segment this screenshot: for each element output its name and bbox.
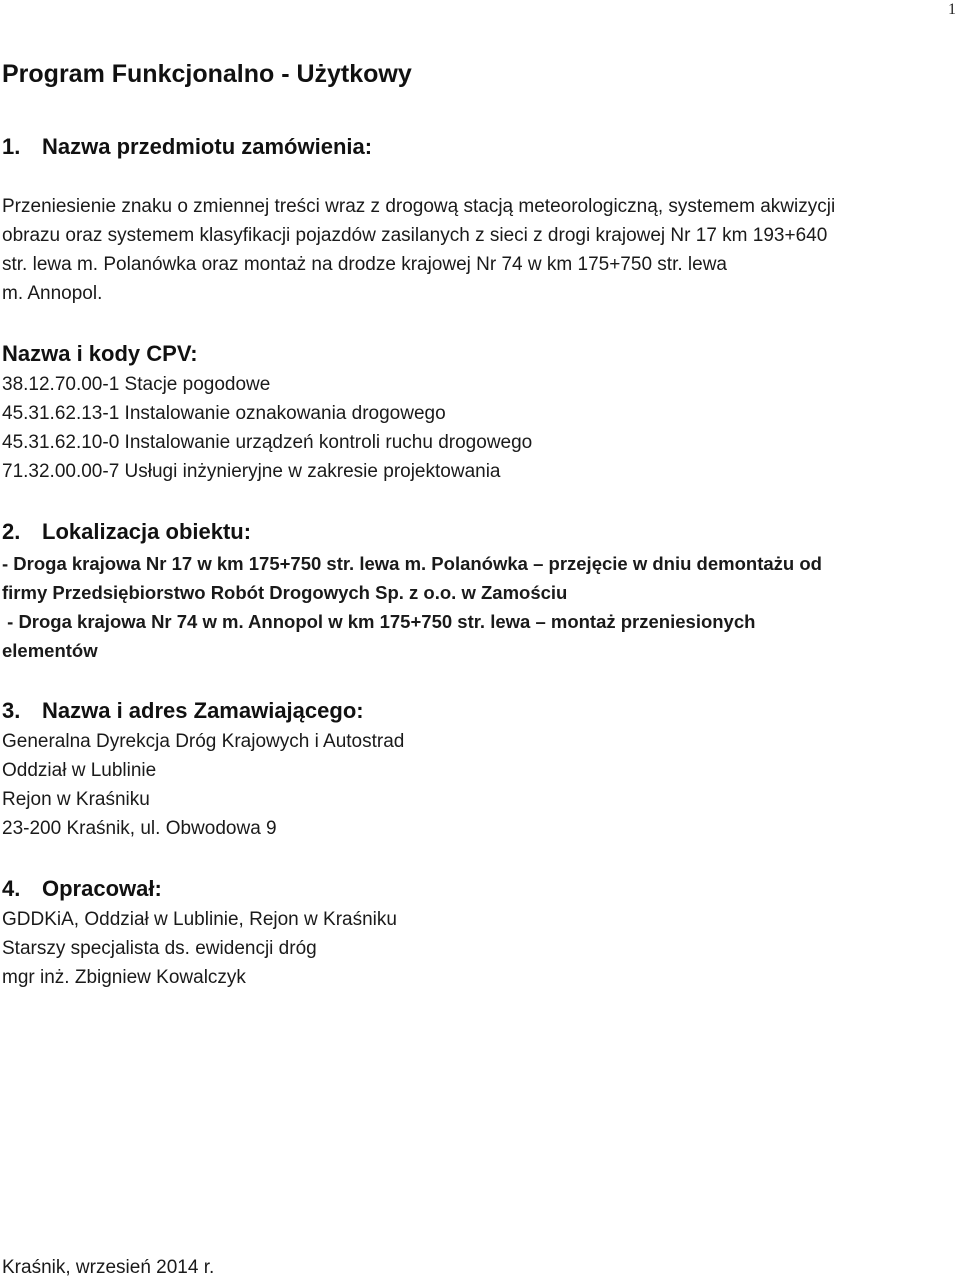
- cpv-item: 45.31.62.13-1 Instalowanie oznakowania drogowego: [2, 403, 446, 424]
- section-1-line: m. Annopol.: [2, 283, 103, 304]
- section-3-number: 3.: [2, 698, 21, 723]
- location-line: elementów: [2, 640, 98, 661]
- section-1-description: [2, 192, 952, 308]
- section-1-heading: [2, 132, 372, 161]
- section-1-line: obrazu oraz systemem klasyfikacji pojazdów zasilanych z sieci z drogi krajowej Nr 17 km 193+640: [2, 225, 828, 246]
- section-1-number: 1.: [2, 134, 21, 159]
- contracting-authority-address: [2, 727, 404, 843]
- cpv-item: 71.32.00.00-7 Usługi inżynieryjne w zakresie projektowania: [2, 461, 501, 482]
- section-4-number: 4.: [2, 876, 21, 901]
- section-1-title: Nazwa przedmiotu zamówienia:: [42, 134, 373, 159]
- author-info: [2, 905, 397, 992]
- cpv-item: 38.12.70.00-1 Stacje pogodowe: [2, 374, 271, 395]
- section-4-title: Opracował:: [42, 876, 162, 901]
- location-line: - Droga krajowa Nr 74 w m. Annopol w km 175+750 str. lewa – montaż przeniesionych: [2, 611, 756, 632]
- document-title: Program Funkcjonalno - Użytkowy: [2, 60, 412, 88]
- address-line: Rejon w Kraśniku: [2, 789, 150, 810]
- section-1-line: Przeniesienie znaku o zmiennej treści wraz z drogową stacją meteorologiczną, systemem akwizycji: [2, 196, 836, 217]
- address-line: 23-200 Kraśnik, ul. Obwodowa 9: [2, 818, 277, 839]
- author-line: GDDKiA, Oddział w Lublinie, Rejon w Kraśniku: [2, 909, 397, 930]
- location-line: - Droga krajowa Nr 17 w km 175+750 str. lewa m. Polanówka – przejęcie w dniu demontażu od: [2, 553, 822, 574]
- address-line: Oddział w Lublinie: [2, 760, 157, 781]
- cpv-list: [2, 370, 532, 486]
- section-3-title: Nazwa i adres Zamawiającego:: [42, 698, 364, 723]
- location-line: firmy Przedsiębiorstwo Robót Drogowych Sp. z o.o. w Zamościu: [2, 582, 568, 603]
- address-line: Generalna Dyrekcja Dróg Krajowych i Autostrad: [2, 731, 405, 752]
- section-4-heading: [2, 874, 162, 903]
- cpv-item: 45.31.62.10-0 Instalowanie urządzeń kontroli ruchu drogowego: [2, 432, 533, 453]
- section-2-number: 2.: [2, 519, 21, 544]
- author-line: mgr inż. Zbigniew Kowalczyk: [2, 967, 246, 988]
- section-2-heading: [2, 517, 251, 546]
- section-3-heading: [2, 696, 364, 725]
- location-list: [2, 549, 822, 665]
- place-and-date: Kraśnik, wrzesień 2014 r.: [2, 1257, 215, 1278]
- page-number: 1: [948, 1, 956, 18]
- section-1-line: str. lewa m. Polanówka oraz montaż na drodze krajowej Nr 74 w km 175+750 str. lewa: [2, 254, 727, 275]
- cpv-heading: Nazwa i kody CPV:: [2, 341, 198, 366]
- section-2-title: Lokalizacja obiektu:: [42, 519, 252, 544]
- author-line: Starszy specjalista ds. ewidencji dróg: [2, 938, 317, 959]
